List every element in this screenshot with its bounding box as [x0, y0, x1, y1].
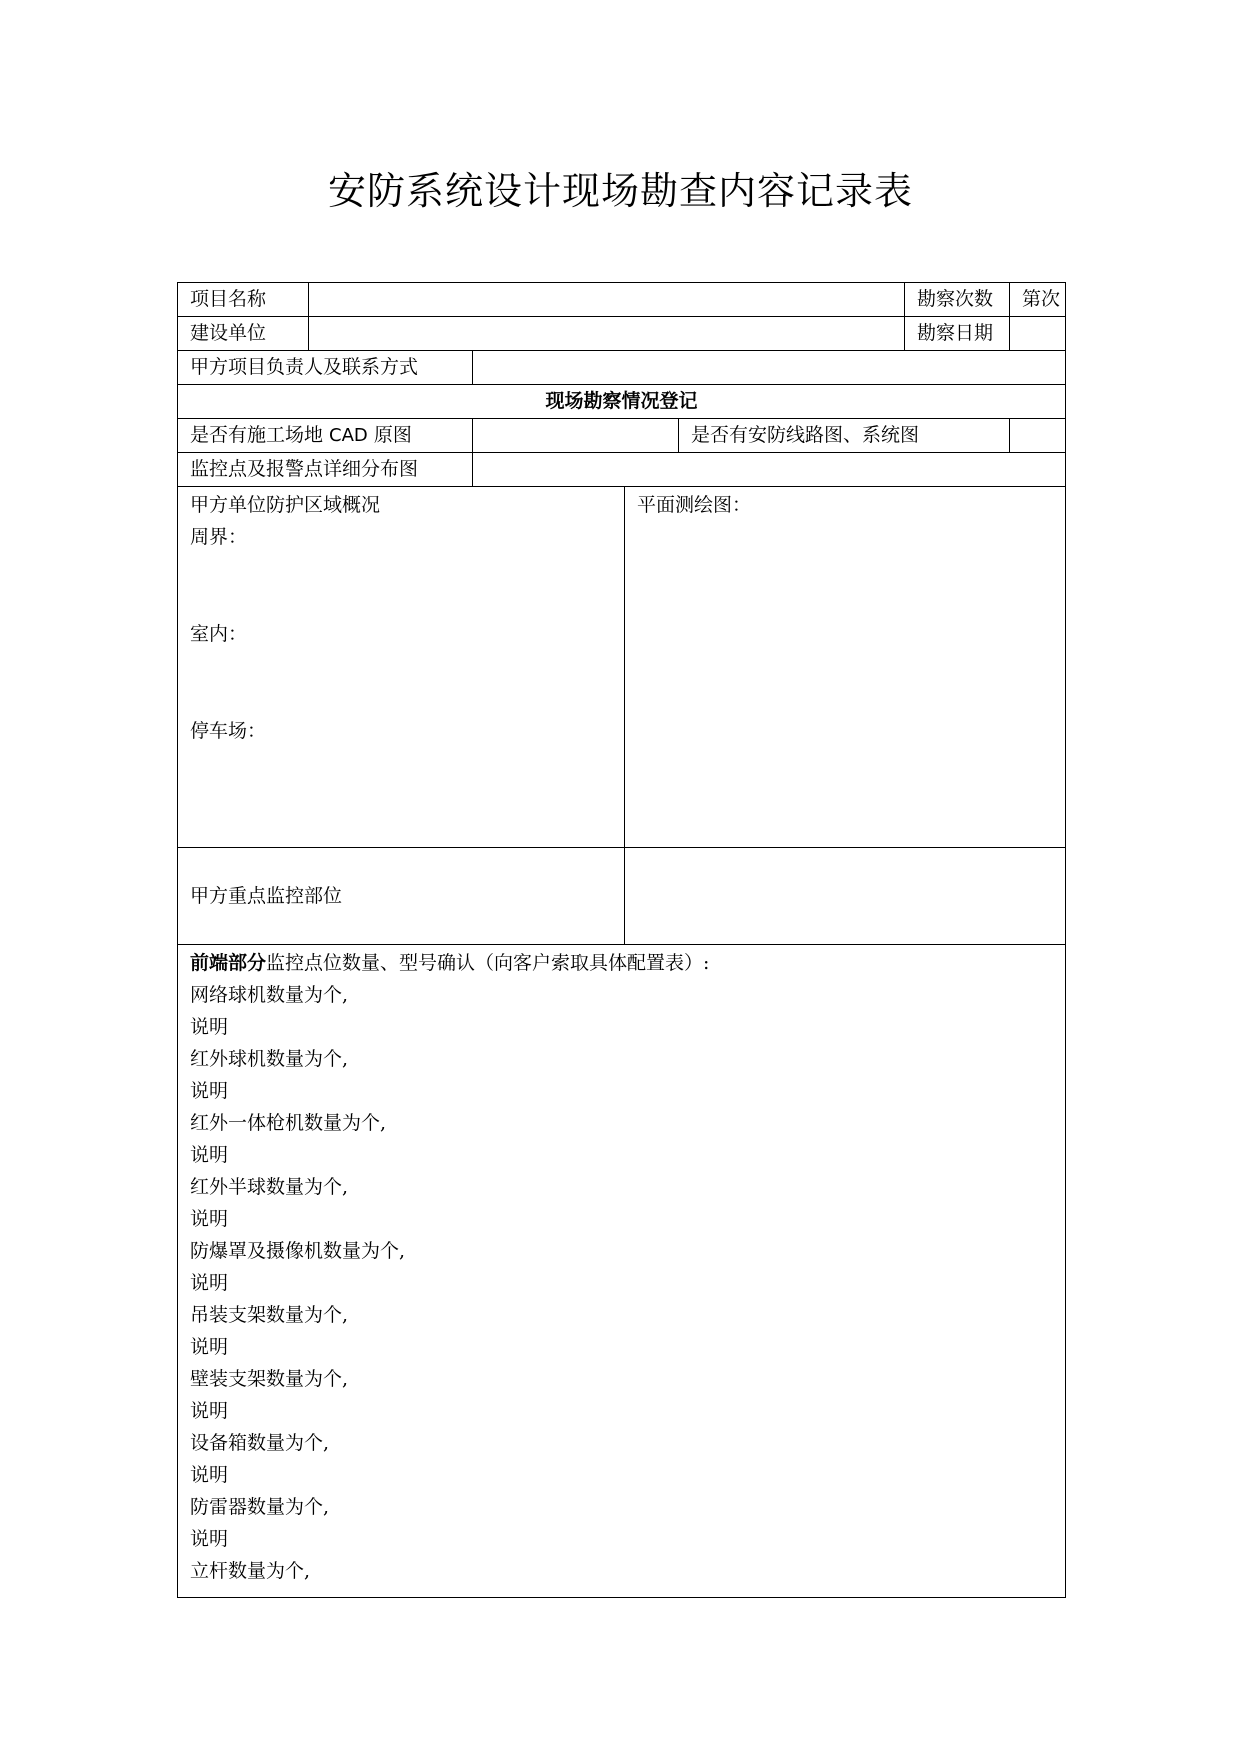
quantity-line: 网络球机数量为个, [190, 984, 349, 1006]
quantity-line: 设备箱数量为个, [190, 1432, 330, 1454]
note-label: 说明 [190, 1464, 229, 1486]
cad-drawing-label [178, 419, 473, 453]
note-label: 说明 [190, 1016, 229, 1038]
front-end-list [190, 979, 1053, 1587]
row-distribution [178, 453, 1066, 487]
survey-drawing-label: 平面测绘图： [637, 494, 752, 516]
front-end-cell[interactable] [178, 945, 1066, 1598]
security-diagram-field[interactable] [1010, 419, 1066, 453]
survey-drawing-cell[interactable] [625, 487, 1066, 848]
quantity-line: 防雷器数量为个, [190, 1496, 330, 1518]
note-label: 说明 [190, 1080, 229, 1102]
row-cad-drawing [178, 419, 1066, 453]
area-overview-cell[interactable] [178, 487, 625, 848]
visit-date-label: 勘察日期 [905, 317, 1010, 351]
perimeter-label: 周界： [190, 526, 248, 548]
front-end-heading [190, 947, 1053, 979]
project-name-field[interactable] [309, 283, 905, 317]
project-name-label: 项目名称 [178, 283, 309, 317]
page-title: 安防系统设计现场勘查内容记录表 [327, 169, 913, 213]
note-label: 说明 [190, 1272, 229, 1294]
row-contact [178, 351, 1066, 385]
quantity-line: 红外一体枪机数量为个, [190, 1112, 387, 1134]
key-positions-label: 甲方重点监控部位 [178, 848, 625, 945]
quantity-line: 防爆罩及摄像机数量为个, [190, 1240, 406, 1262]
front-end-heading-bold: 前端部分 [190, 952, 267, 974]
builder-field[interactable] [309, 317, 905, 351]
note-label: 说明 [190, 1208, 229, 1230]
visit-date-field[interactable] [1010, 317, 1066, 351]
row-builder [178, 317, 1066, 351]
security-diagram-label: 是否有安防线路图、系统图 [679, 419, 1010, 453]
distribution-label: 监控点及报警点详细分布图 [178, 453, 473, 487]
quantity-line: 红外球机数量为个, [190, 1048, 349, 1070]
quantity-line: 吊装支架数量为个, [190, 1304, 349, 1326]
survey-form-table [177, 282, 1066, 1598]
row-section-heading [178, 385, 1066, 419]
quantity-line: 壁装支架数量为个, [190, 1368, 349, 1390]
cad-drawing-field[interactable] [473, 419, 679, 453]
indoor-label: 室内： [190, 623, 248, 645]
note-label: 说明 [190, 1336, 229, 1358]
quantity-line: 立杆数量为个, [190, 1560, 311, 1582]
key-positions-field[interactable] [625, 848, 1066, 945]
section-heading: 现场勘察情况登记 [178, 385, 1066, 419]
parking-label: 停车场： [190, 720, 267, 742]
row-project-name [178, 283, 1066, 317]
visit-count-field[interactable]: 第次 [1010, 283, 1066, 317]
cad-label-post: 原图 [367, 424, 412, 446]
contact-label: 甲方项目负责人及联系方式 [178, 351, 473, 385]
contact-field[interactable] [473, 351, 1066, 385]
quantity-line: 红外半球数量为个, [190, 1176, 349, 1198]
visit-count-label: 勘察次数 [905, 283, 1010, 317]
row-front-end [178, 945, 1066, 1598]
cad-label-pre: 是否有施工场地 [190, 424, 330, 446]
builder-label: 建设单位 [178, 317, 309, 351]
row-area-overview [178, 487, 1066, 848]
note-label: 说明 [190, 1144, 229, 1166]
cad-label-cad: CAD [329, 425, 368, 446]
front-end-heading-rest: 监控点位数量、型号确认（向客户索取具体配置表）: [266, 952, 710, 974]
distribution-field[interactable] [473, 453, 1066, 487]
note-label: 说明 [190, 1528, 229, 1550]
area-overview-title: 甲方单位防护区域概况 [190, 494, 381, 516]
row-key-positions [178, 848, 1066, 945]
note-label: 说明 [190, 1400, 229, 1422]
